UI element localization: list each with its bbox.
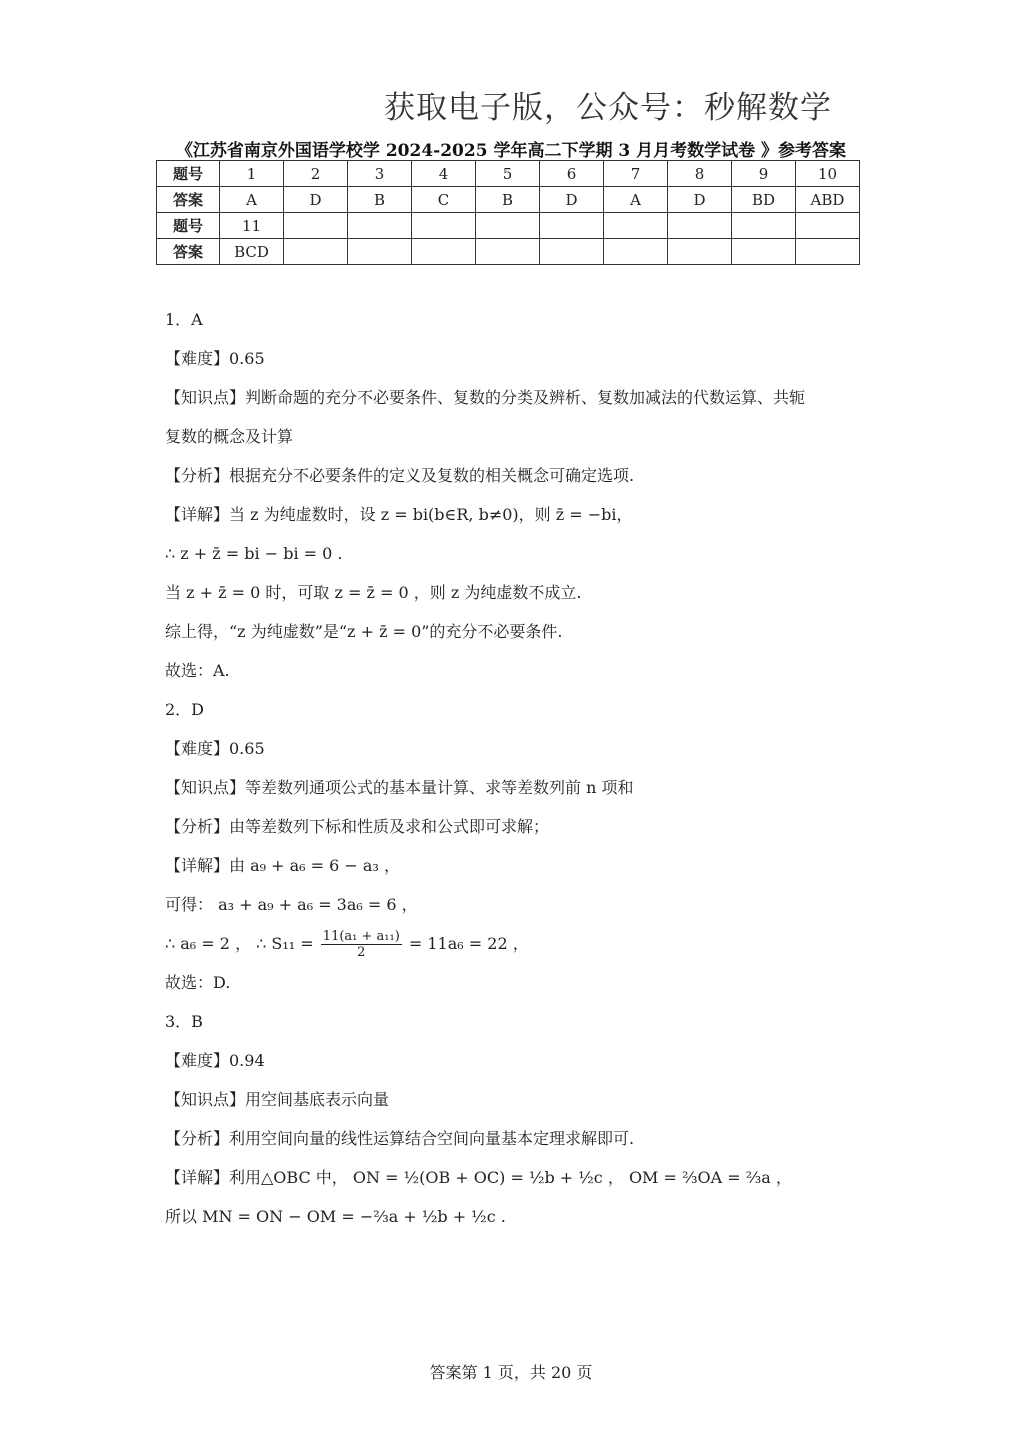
table-cell: 4: [412, 161, 476, 187]
table-cell: [412, 239, 476, 265]
table-cell: [540, 213, 604, 239]
q2-analysis: 【分析】由等差数列下标和性质及求和公式即可求解；: [165, 817, 550, 836]
table-cell: BD: [732, 187, 796, 213]
table-cell: [540, 239, 604, 265]
q3-heading: 3．B: [165, 1012, 203, 1031]
q2-knowledge: 【知识点】等差数列通项公式的基本量计算、求等差数列前 n 项和: [165, 778, 634, 797]
q2-step-2-lead: ∴ a₆ = 2 ， ∴ S₁₁ =: [165, 934, 314, 953]
table-cell: [668, 213, 732, 239]
table-cell: [476, 239, 540, 265]
table-cell: [476, 213, 540, 239]
table-cell: [796, 213, 860, 239]
table-cell: [732, 239, 796, 265]
row-label: 答案: [157, 239, 220, 265]
q2-choice: 故选：D.: [165, 973, 231, 992]
table-cell: 9: [732, 161, 796, 187]
table-cell: B: [476, 187, 540, 213]
q2-step-1: 可得： a₃ + a₉ + a₆ = 3a₆ = 6 ，: [165, 895, 418, 914]
q1-choice: 故选：A.: [165, 661, 230, 680]
table-cell: 7: [604, 161, 668, 187]
table-row: [157, 161, 860, 187]
q1-difficulty: 【难度】0.65: [165, 349, 265, 368]
table-cell: D: [284, 187, 348, 213]
table-cell: A: [220, 187, 284, 213]
row-label: 答案: [157, 187, 220, 213]
page-footer: 答案第 1 页，共 20 页: [429, 1363, 593, 1382]
table-cell: 3: [348, 161, 412, 187]
table-cell: ABD: [796, 187, 860, 213]
table-cell: BCD: [220, 239, 284, 265]
row-label: 题号: [157, 213, 220, 239]
table-cell: 8: [668, 161, 732, 187]
q3-detail: 【详解】利用△OBC 中， ON = ½(OB + OC) = ½b + ½c ， OM = ⅔OA = ⅔a ，: [165, 1168, 792, 1187]
table-cell: [668, 239, 732, 265]
table-cell: 11: [220, 213, 284, 239]
table-cell: B: [348, 187, 412, 213]
q1-analysis: 【分析】根据充分不必要条件的定义及复数的相关概念可确定选项.: [165, 466, 635, 485]
table-cell: [284, 239, 348, 265]
table-cell: [284, 213, 348, 239]
table-cell: [604, 239, 668, 265]
table-cell: D: [540, 187, 604, 213]
table-cell: 10: [796, 161, 860, 187]
table-cell: [732, 213, 796, 239]
q2-difficulty: 【难度】0.65: [165, 739, 265, 758]
table-cell: C: [412, 187, 476, 213]
q3-result: 所以 MN = ON − OM = −⅔a + ½b + ½c .: [165, 1207, 506, 1226]
q3-difficulty: 【难度】0.94: [165, 1051, 265, 1070]
table-row: [157, 187, 860, 213]
q1-step-3: 综上得，“z 为纯虚数”是“z + z̄ = 0”的充分不必要条件.: [165, 622, 563, 641]
fraction: [321, 929, 402, 960]
table-cell: [796, 239, 860, 265]
q1-detail: 【详解】当 z 为纯虚数时，设 z = bi(b∈R, b≠0)，则 z̄ = −bi，: [165, 505, 633, 524]
q2-heading: 2．D: [165, 700, 205, 719]
document-title: 《江苏省南京外国语学校学 2024-2025 学年高二下学期 3 月月考数学试卷 》参考答案: [175, 141, 847, 161]
table-cell: 1: [220, 161, 284, 187]
table-cell: D: [668, 187, 732, 213]
table-cell: [348, 213, 412, 239]
table-cell: 5: [476, 161, 540, 187]
table-cell: [604, 213, 668, 239]
q1-heading: 1．A: [165, 310, 203, 329]
q1-step-1: ∴ z + z̄ = bi − bi = 0 .: [165, 544, 343, 563]
fraction-numerator: 11(a₁ + a₁₁): [322, 929, 400, 944]
q2-step-2: [165, 924, 865, 963]
q3-analysis: 【分析】利用空间向量的线性运算结合空间向量基本定理求解即可.: [165, 1129, 635, 1148]
table-row: [157, 213, 860, 239]
q1-step-2: 当 z + z̄ = 0 时，可取 z = z̄ = 0 ，则 z 为纯虚数不成立.: [165, 583, 582, 602]
q3-knowledge: 【知识点】用空间基底表示向量: [165, 1090, 390, 1109]
table-cell: [348, 239, 412, 265]
row-label: 题号: [157, 161, 220, 187]
q1-knowledge: 【知识点】判断命题的充分不必要条件、复数的分类及辨析、复数加减法的代数运算、共轭: [165, 388, 806, 407]
table-row: [157, 239, 860, 265]
table-cell: 2: [284, 161, 348, 187]
q2-detail: 【详解】由 a₉ + a₆ = 6 − a₃ ，: [165, 856, 400, 875]
table-cell: A: [604, 187, 668, 213]
q1-knowledge-cont: 复数的概念及计算: [165, 427, 294, 446]
q2-step-2-tail: = 11a₆ = 22 ，: [408, 934, 529, 953]
watermark-text: 获取电子版，公众号：秒解数学: [384, 90, 832, 126]
solution-body: [165, 300, 865, 1236]
table-cell: [412, 213, 476, 239]
answer-table: [156, 160, 860, 265]
fraction-denominator: 2: [357, 945, 366, 960]
table-cell: 6: [540, 161, 604, 187]
